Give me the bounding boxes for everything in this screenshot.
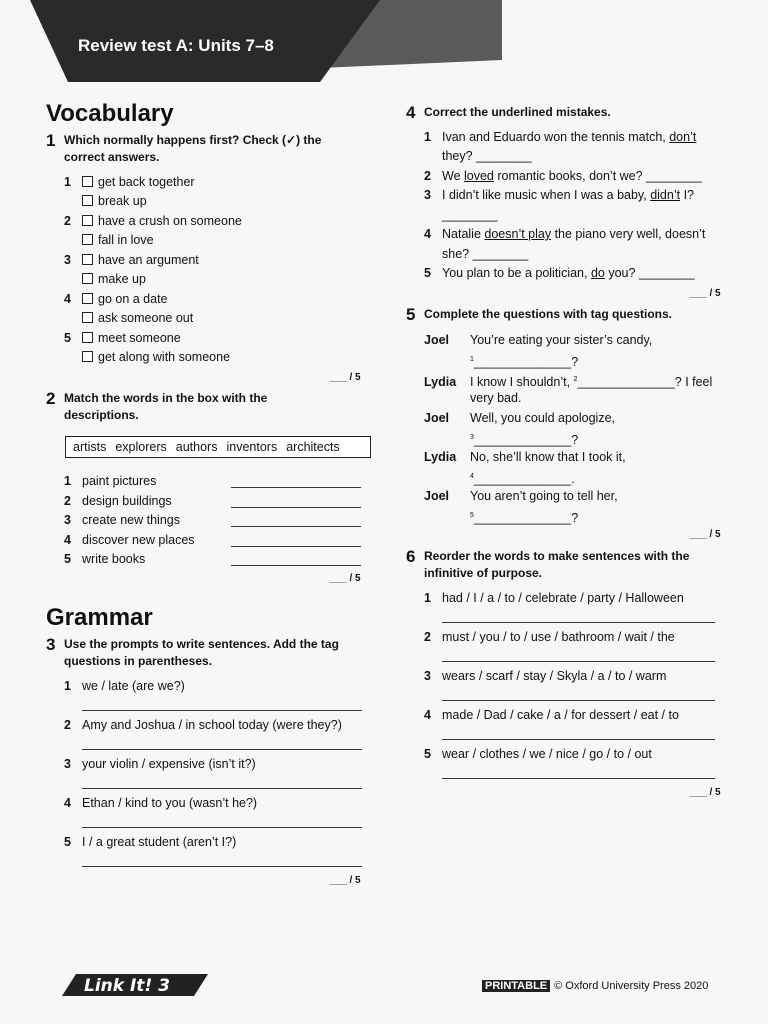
checkbox[interactable] (82, 195, 93, 206)
dialogue-blank[interactable]: $^3$______________? (470, 433, 579, 448)
list-item: 4 Natalie doesn’t play the piano very well, doesn’t (424, 227, 706, 241)
dialogue-blank[interactable]: $^1$______________? (470, 355, 579, 370)
answer-line[interactable] (231, 526, 361, 527)
dialogue-line: Joel Well, you could apologize, (424, 411, 615, 425)
answer-line[interactable] (82, 710, 362, 711)
word-box: artists explorers authors inventors architects (65, 436, 371, 458)
list-item: 5 I / a great student (aren’t I?) (64, 835, 237, 849)
answer-line[interactable] (82, 788, 362, 789)
answer-line[interactable] (82, 749, 362, 750)
checkbox[interactable] (82, 351, 93, 362)
checkbox[interactable] (82, 273, 93, 284)
answer-line[interactable] (231, 546, 361, 547)
list-item: 1 paint pictures (64, 474, 157, 488)
list-item: 2 Amy and Joshua / in school today (were they?) (64, 718, 342, 732)
list-item: fall in love (82, 231, 154, 250)
score: ___ / 5 (690, 288, 721, 299)
question-1-heading: 1 Which normally happens first? Check (✓) the correct answers. (46, 131, 322, 164)
question-4-heading: 4 Correct the underlined mistakes. (406, 103, 611, 122)
list-item: make up (82, 270, 146, 289)
list-item: 2 must / you / to / use / bathroom / wait / the (424, 630, 675, 644)
logo-text: Link It! 3 (84, 976, 170, 996)
answer-line[interactable] (231, 507, 361, 508)
list-item: 1 had / I / a / to / celebrate / party / Halloween (424, 591, 684, 605)
answer-line[interactable] (442, 700, 715, 701)
list-item: 3 I didn’t like music when I was a baby, didn’t I? (424, 188, 694, 202)
answer-line[interactable] (82, 866, 362, 867)
question-3-heading: 3 Use the prompts to write sentences. Add the tag questions in parentheses. (46, 635, 339, 668)
link-it-logo (62, 970, 212, 1003)
dialogue-line: Lydia No, she’ll know that I took it, (424, 450, 626, 464)
dialogue-line: Lydia I know I shouldn’t, $^2$______________? I feel (424, 375, 713, 390)
list-item: 5 meet someone (64, 331, 181, 345)
list-item: 1 Ivan and Eduardo won the tennis match, don’t (424, 130, 697, 144)
grammar-heading: Grammar (46, 604, 153, 631)
question-2-heading: 2 Match the words in the box with the descriptions. (46, 389, 268, 422)
answer-line[interactable] (442, 739, 715, 740)
list-item-continued: she? ________ (442, 247, 529, 261)
list-item: 2 have a crush on someone (64, 214, 242, 228)
page-title: Review test A: Units 7–8 (78, 36, 274, 55)
dialogue-line: Joel You aren’t going to tell her, (424, 489, 618, 503)
list-item: 5 wear / clothes / we / nice / go / to / out (424, 747, 652, 761)
question-6-heading: 6 Reorder the words to make sentences with the infinitive of purpose. (406, 547, 690, 580)
list-item: 1 we / late (are we?) (64, 679, 185, 693)
question-5-heading: 5 Complete the questions with tag questions. (406, 305, 673, 324)
list-item: 5 write books (64, 552, 146, 566)
checkbox[interactable] (82, 293, 93, 304)
dialogue-line: Joel You’re eating your sister’s candy, (424, 333, 653, 347)
answer-line[interactable] (442, 661, 715, 662)
checkbox[interactable] (82, 215, 93, 226)
answer-line[interactable] (82, 827, 362, 828)
dialogue-blank[interactable]: $^5$______________? (470, 511, 579, 526)
answer-line[interactable] (231, 487, 361, 488)
list-item: 3 wears / scarf / stay / Skyla / a / to / warm (424, 669, 667, 683)
checkbox[interactable] (82, 312, 93, 323)
checkbox[interactable] (82, 332, 93, 343)
list-item: 2 design buildings (64, 494, 172, 508)
vocabulary-heading: Vocabulary (46, 100, 174, 127)
list-item: 4 discover new places (64, 533, 195, 547)
list-item: 4 go on a date (64, 292, 168, 306)
answer-line[interactable] (442, 622, 715, 623)
score: ___ / 5 (330, 573, 361, 584)
list-item-continued: ________ (442, 208, 498, 222)
logo-graphic (62, 970, 212, 998)
list-item: ask someone out (82, 309, 193, 328)
list-item: 1 get back together (64, 175, 195, 189)
dialogue-blank[interactable]: $^4$______________. (470, 472, 575, 487)
list-item-continued: they? ________ (442, 149, 532, 163)
footer-copyright: PRINTABLE © Oxford University Press 2020 (482, 980, 708, 992)
score: ___ / 5 (690, 787, 721, 798)
list-item: 3 create new things (64, 513, 180, 527)
score: ___ / 5 (690, 529, 721, 540)
list-item: 3 your violin / expensive (isn’t it?) (64, 757, 256, 771)
score: ___ / 5 (330, 875, 361, 886)
list-item: break up (82, 192, 147, 211)
list-item: 4 Ethan / kind to you (wasn’t he?) (64, 796, 258, 810)
answer-line[interactable] (442, 778, 715, 779)
checkbox[interactable] (82, 254, 93, 265)
list-item: 3 have an argument (64, 253, 199, 267)
printable-badge: PRINTABLE (482, 980, 550, 992)
checkbox[interactable] (82, 176, 93, 187)
list-item: 4 made / Dad / cake / a / for dessert / eat / to (424, 708, 679, 722)
checkbox[interactable] (82, 234, 93, 245)
dialogue-line-continued: very bad. (470, 391, 522, 405)
list-item: 2 We loved romantic books, don’t we? ________ (424, 169, 702, 183)
answer-line[interactable] (231, 565, 361, 566)
list-item: 5 You plan to be a politician, do you? ________ (424, 266, 695, 280)
list-item: get along with someone (82, 348, 230, 367)
score: ___ / 5 (330, 372, 361, 383)
